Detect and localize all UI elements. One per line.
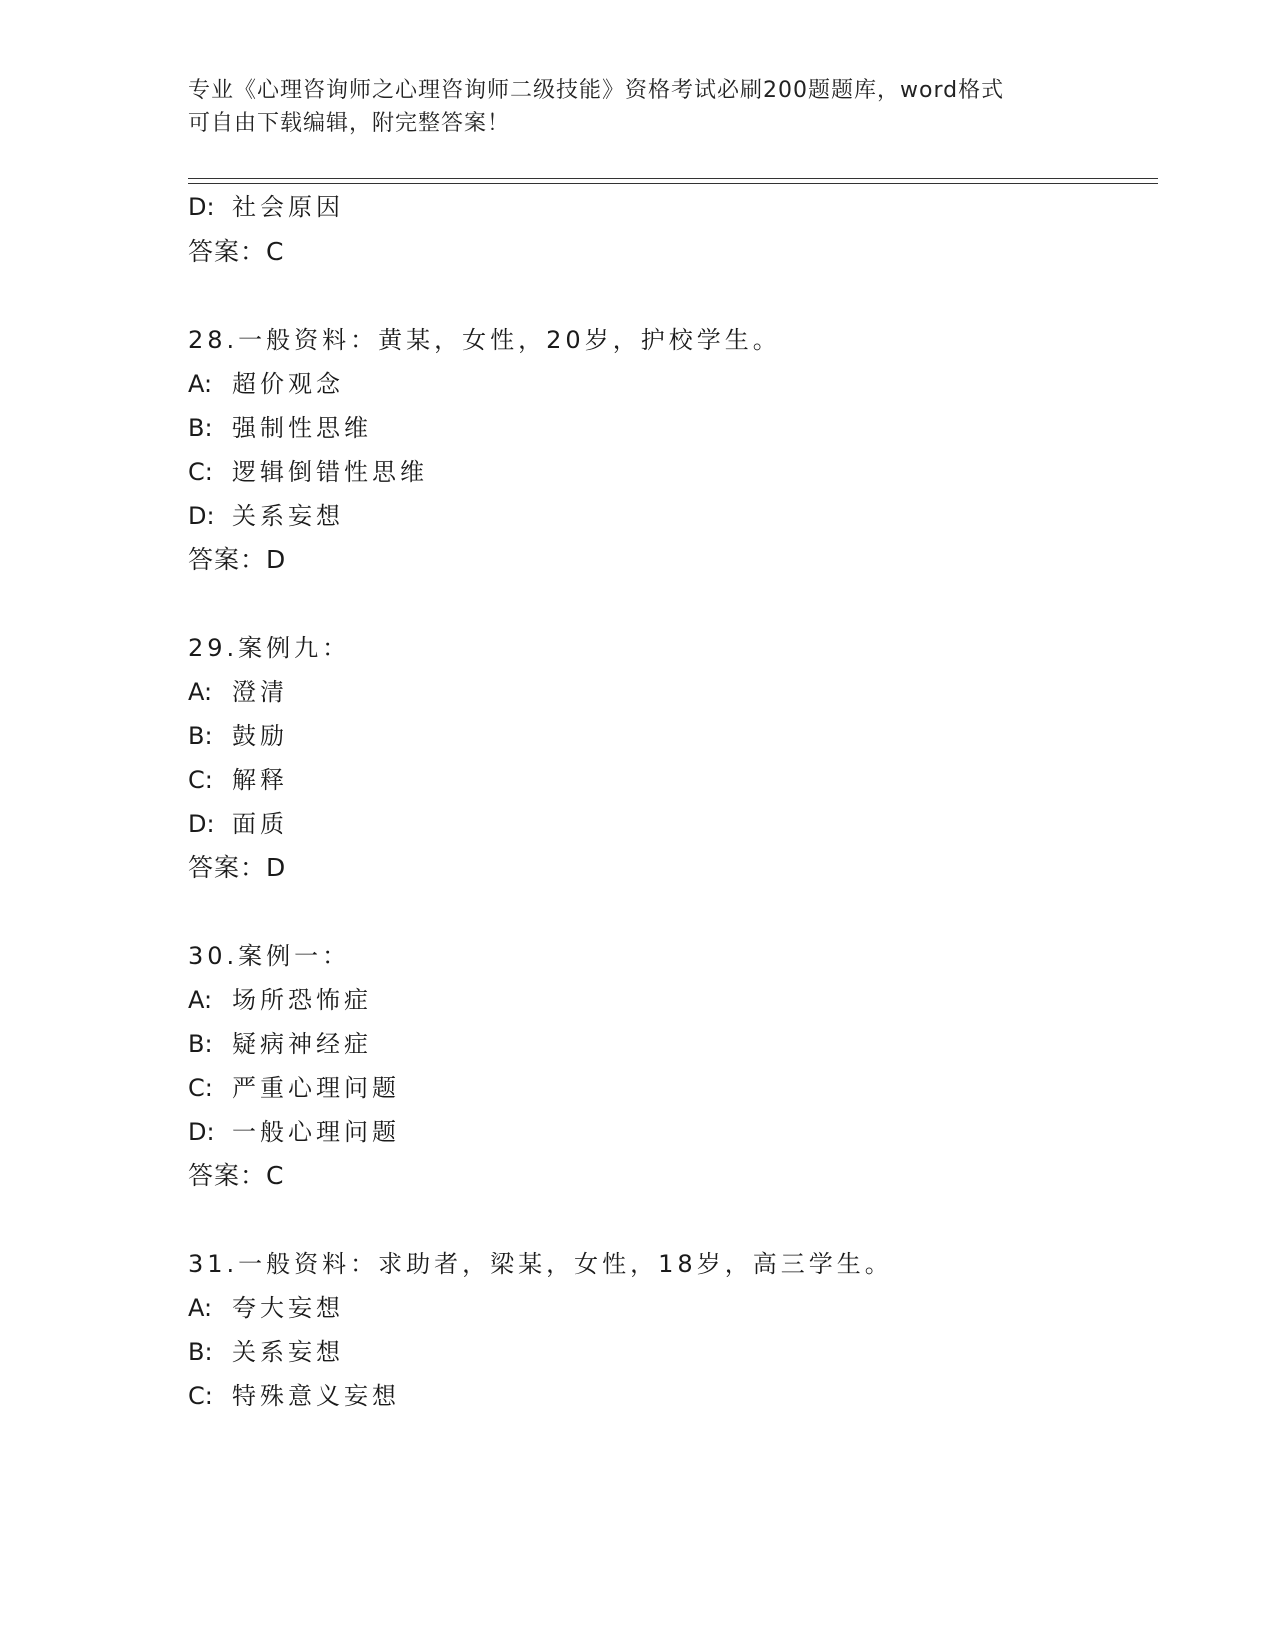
option-d [188,192,344,222]
option-d [188,1117,400,1147]
option-text: 澄清 [232,678,288,706]
option-text: 关系妄想 [232,502,344,530]
option-text: 社会原因 [232,193,344,221]
header-divider-bottom [188,183,1158,184]
option-b [188,721,288,751]
option-letter: A: [188,678,213,706]
header-line-1: 专业《心理咨询师之心理咨询师二级技能》资格考试必刷200题题库，word格式 [188,78,1005,103]
option-text: 逻辑倒错性思维 [232,458,428,486]
answer-line: 答案：C [188,1161,285,1190]
option-a [188,677,288,707]
option-letter: C: [188,766,213,794]
header-divider-top [188,178,1158,179]
question-stem: 29.案例九： [188,634,351,662]
option-d [188,809,288,839]
option-b [188,413,372,443]
option-letter: C: [188,458,213,486]
option-letter: B: [188,1338,213,1366]
option-text: 严重心理问题 [232,1074,400,1102]
option-text: 解释 [232,766,288,794]
option-text: 疑病神经症 [232,1030,372,1058]
option-text: 特殊意义妄想 [232,1382,400,1410]
option-c [188,457,428,487]
option-letter: D: [188,502,215,530]
option-c [188,1073,400,1103]
option-letter: D: [188,1118,215,1146]
option-text: 场所恐怖症 [232,986,372,1014]
question-stem: 28.一般资料：黄某，女性，20岁，护校学生。 [188,326,781,354]
answer-line: 答案：C [188,237,285,266]
option-letter: B: [188,414,213,442]
option-letter: D: [188,193,215,221]
option-a [188,985,372,1015]
question-stem: 31.一般资料：求助者，梁某，女性，18岁，高三学生。 [188,1250,893,1278]
option-letter: D: [188,810,215,838]
option-text: 鼓励 [232,722,288,750]
option-text: 一般心理问题 [232,1118,400,1146]
option-letter: A: [188,1294,213,1322]
option-text: 超价观念 [232,370,344,398]
option-b [188,1029,372,1059]
answer-line: 答案：D [188,853,287,882]
option-letter: C: [188,1382,213,1410]
option-d [188,501,344,531]
document-header [188,74,1088,140]
option-c [188,1381,400,1411]
option-text: 关系妄想 [232,1338,344,1366]
option-letter: A: [188,370,213,398]
header-line-2: 可自由下载编辑，附完整答案！ [188,111,511,136]
option-a [188,369,344,399]
option-a [188,1293,344,1323]
answer-line: 答案：D [188,545,287,574]
option-letter: B: [188,1030,213,1058]
option-c [188,765,288,795]
option-b [188,1337,344,1367]
option-letter: B: [188,722,213,750]
option-text: 强制性思维 [232,414,372,442]
question-stem: 30.案例一： [188,942,351,970]
option-text: 面质 [232,810,288,838]
option-letter: C: [188,1074,213,1102]
option-text: 夸大妄想 [232,1294,344,1322]
option-letter: A: [188,986,213,1014]
